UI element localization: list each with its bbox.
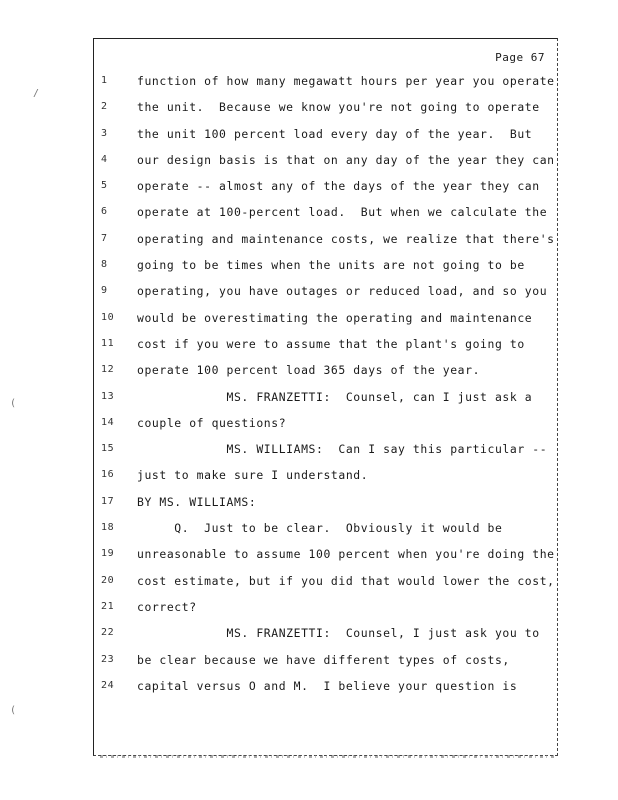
line-text: operating and maintenance costs, we realize that there's bbox=[137, 231, 555, 246]
transcript-line bbox=[94, 384, 557, 410]
line-number: 22 bbox=[101, 627, 115, 639]
line-text: going to be times when the units are not going to be bbox=[137, 258, 525, 273]
transcript-line bbox=[94, 226, 557, 252]
transcript-line bbox=[94, 594, 557, 620]
margin-mark: / bbox=[33, 88, 40, 99]
line-number: 11 bbox=[101, 337, 115, 349]
line-text: function of how many megawatt hours per year you operate bbox=[137, 74, 555, 88]
line-text: cost estimate, but if you did that would lower the cost, bbox=[137, 573, 555, 588]
line-number: 1 bbox=[101, 75, 108, 86]
transcript-line bbox=[94, 515, 557, 541]
transcript-line bbox=[94, 94, 557, 120]
line-text: operate -- almost any of the days of the year they can bbox=[137, 179, 540, 194]
transcript-line bbox=[94, 278, 557, 304]
line-text: cost if you were to assume that the plant's going to bbox=[137, 336, 525, 351]
transcript-line bbox=[94, 647, 557, 673]
line-text: correct? bbox=[137, 599, 197, 614]
transcript-line bbox=[94, 462, 557, 488]
line-number: 7 bbox=[101, 232, 108, 244]
transcript-line bbox=[94, 541, 557, 567]
line-text: capital versus O and M. I believe your question is bbox=[137, 678, 518, 693]
line-text: would be overestimating the operating and maintenance bbox=[137, 310, 533, 325]
transcript-line bbox=[94, 252, 557, 278]
line-number: 9 bbox=[101, 285, 108, 297]
line-number: 24 bbox=[101, 679, 115, 691]
line-text: be clear because we have different types of costs, bbox=[137, 652, 510, 667]
line-number: 10 bbox=[101, 311, 115, 323]
line-text: the unit. Because we know you're not going to operate bbox=[137, 100, 540, 115]
line-text: MS. FRANZETTI: Counsel, can I just ask a bbox=[137, 389, 533, 404]
transcript-line bbox=[94, 568, 557, 594]
transcript-line bbox=[94, 173, 557, 199]
line-number: 3 bbox=[101, 127, 108, 139]
margin-mark: ( bbox=[10, 705, 17, 716]
line-text: our design basis is that on any day of the year they can bbox=[137, 152, 555, 167]
line-number: 8 bbox=[101, 259, 108, 271]
transcript-line bbox=[94, 436, 557, 462]
line-number: 14 bbox=[101, 416, 115, 428]
line-number: 17 bbox=[101, 495, 115, 507]
line-number: 5 bbox=[101, 180, 108, 192]
line-number: 18 bbox=[101, 522, 115, 534]
line-number: 4 bbox=[101, 153, 108, 165]
line-number: 21 bbox=[101, 600, 115, 612]
line-text: couple of questions? bbox=[137, 415, 287, 430]
transcript-line bbox=[94, 489, 557, 515]
transcript-line bbox=[94, 199, 557, 225]
line-text: the unit 100 percent load every day of the year. But bbox=[137, 126, 533, 141]
transcript-line bbox=[94, 121, 557, 147]
line-number: 6 bbox=[101, 206, 108, 218]
transcript-line bbox=[94, 147, 557, 173]
line-number: 2 bbox=[101, 101, 108, 113]
line-number: 15 bbox=[101, 443, 115, 455]
line-number: 20 bbox=[101, 574, 115, 586]
line-number: 16 bbox=[101, 469, 115, 481]
page-number: Page 67 bbox=[495, 51, 545, 64]
line-text: operate at 100-percent load. But when we calculate the bbox=[137, 205, 548, 220]
line-number: 12 bbox=[101, 364, 115, 376]
transcript-line bbox=[94, 410, 557, 436]
line-text: unreasonable to assume 100 percent when you're doing the bbox=[137, 547, 555, 562]
transcript-line bbox=[94, 673, 557, 699]
line-text: operating, you have outages or reduced load, and so you bbox=[137, 284, 548, 299]
line-text: operate 100 percent load 365 days of the year. bbox=[137, 363, 481, 378]
line-text: MS. WILLIAMS: Can I say this particular -- bbox=[137, 442, 548, 457]
line-text: Q. Just to be clear. Obviously it would be bbox=[137, 521, 503, 536]
line-number: 13 bbox=[101, 390, 115, 402]
line-text: just to make sure I understand. bbox=[137, 468, 369, 483]
transcript-line bbox=[94, 68, 557, 94]
transcript-line bbox=[94, 305, 557, 331]
line-number: 23 bbox=[101, 653, 115, 665]
line-text: MS. FRANZETTI: Counsel, I just ask you to bbox=[137, 626, 540, 641]
transcript-lines bbox=[94, 68, 557, 699]
transcript-line bbox=[94, 331, 557, 357]
transcript-page bbox=[93, 38, 558, 756]
margin-mark: ( bbox=[10, 398, 17, 409]
line-text: BY MS. WILLIAMS: bbox=[137, 494, 257, 509]
transcript-line bbox=[94, 357, 557, 383]
transcript-line bbox=[94, 620, 557, 646]
line-number: 19 bbox=[101, 548, 115, 560]
scan-speckle bbox=[100, 755, 555, 758]
